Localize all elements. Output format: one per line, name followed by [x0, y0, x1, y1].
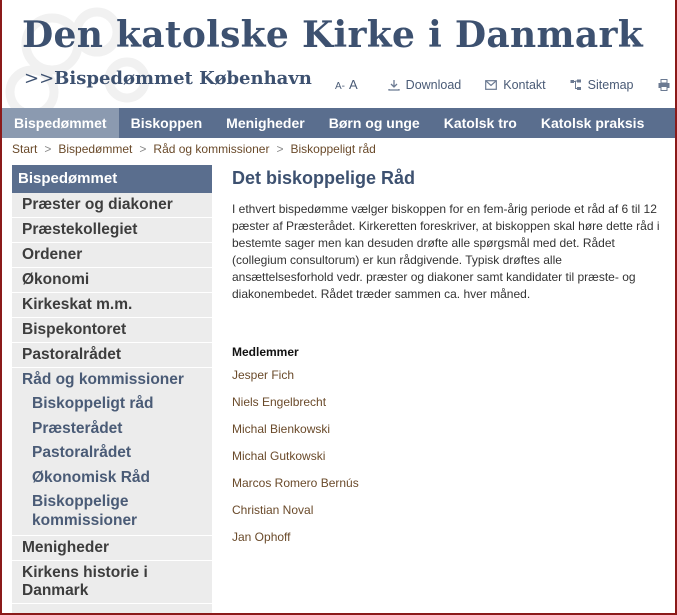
member-link[interactable]: Niels Engelbrecht [232, 395, 327, 409]
breadcrumb [12, 142, 376, 156]
breadcrumb-separator: > [276, 142, 284, 156]
print-icon [658, 79, 670, 91]
sidebar-item-praester-og-diakoner[interactable]: Præster og diakoner [12, 193, 212, 218]
font-size-decrease[interactable]: A- [335, 81, 345, 92]
sidebar-item-okonomi[interactable]: Økonomi [12, 268, 212, 293]
site-subtitle[interactable] [24, 68, 312, 89]
main-navigation [2, 108, 675, 138]
subtitle-prefix: >> [24, 68, 55, 89]
nav-tab-katolsk-tro[interactable]: Katolsk tro [443, 115, 517, 131]
nav-tab-born-og-unge[interactable]: Børn og unge [328, 115, 420, 131]
member-link[interactable]: Marcos Romero Bernús [232, 476, 359, 490]
sidebar-item-ordener[interactable]: Ordener [12, 243, 212, 268]
sidebar-item-menigheder[interactable]: Menigheder [12, 536, 212, 561]
sidebar [12, 165, 212, 613]
member-link[interactable]: Michal Bienkowski [232, 422, 331, 436]
download-link[interactable] [388, 78, 462, 92]
sidebar-item-kirkeskat[interactable]: Kirkeskat m.m. [12, 293, 212, 318]
breadcrumb-start[interactable]: Start [12, 142, 38, 156]
subtitle-text: Bispedømmet København [54, 68, 312, 89]
members-heading: Medlemmer [232, 345, 299, 359]
sidebar-subitem-biskoppelige-kommissioner[interactable]: Biskoppelige kommissioner [12, 490, 212, 536]
breadcrumb-raad-og-kommissioner[interactable]: Råd og kommissioner [153, 142, 270, 156]
breadcrumb-separator: > [44, 142, 52, 156]
sidebar-subitem-pastoralraadet[interactable]: Pastoralrådet [32, 444, 132, 461]
nav-tab-menigheder[interactable]: Menigheder [226, 115, 305, 131]
nav-tab-katolsk-praksis[interactable]: Katolsk praksis [540, 115, 645, 131]
member-link[interactable]: Jan Ophoff [232, 530, 291, 544]
contact-link[interactable] [485, 78, 545, 92]
site-header [2, 0, 675, 108]
sidebar-item-bispekontoret[interactable]: Bispekontoret [12, 318, 212, 343]
mail-icon [485, 80, 497, 90]
breadcrumb-bispedommet[interactable]: Bispedømmet [58, 142, 133, 156]
main-content [232, 168, 662, 557]
download-label: Download [405, 77, 462, 92]
contact-label: Kontakt [503, 77, 546, 92]
sidebar-item-praestekollegiet[interactable]: Præstekollegiet [12, 218, 212, 243]
sidebar-heading[interactable]: Bispedømmet [12, 165, 212, 193]
download-icon [388, 79, 400, 91]
page-title: Det biskoppelige Råd [232, 168, 416, 188]
sidebar-item-raad-og-kommissioner[interactable]: Råd og kommissioner [22, 371, 184, 388]
font-size-control [335, 77, 358, 92]
sidebar-subitem-okonomisk-raad[interactable]: Økonomisk Råd [32, 468, 150, 486]
member-link[interactable]: Michal Gutkowski [232, 449, 326, 463]
print-link[interactable] [658, 79, 675, 91]
member-link[interactable]: Jesper Fich [232, 368, 295, 382]
nav-tab-bispedommet[interactable]: Bispedømmet [2, 108, 119, 138]
sidebar-subitem-praesteraadet[interactable]: Præsterådet [32, 419, 123, 437]
site-title[interactable]: Den katolske Kirke i Danmark [22, 14, 644, 56]
sitemap-icon [570, 79, 582, 91]
sitemap-label: Sitemap [587, 77, 634, 92]
member-link[interactable]: Christian Noval [232, 503, 314, 517]
intro-paragraph: I ethvert bispedømme vælger biskoppen for en fem-årig periode et råd af 6 til 12 pæster af Præsterådet. Kirkeretten foreskriver, at biskoppen skal høre dette råd i bestemte sager men kan desuden drøfte alle spørgsmål med det. Rådet (collegium consultorum) er kun rådgivende. Typisk drøftes alle ansættelsesforhold vedr. præster og diakoner samt kandidater til præste- og diakonembedet. Rådet træder sammen ca. hver måned. [232, 202, 660, 301]
sidebar-item-kirkens-historie[interactable]: Kirkens historie i Danmark [12, 561, 212, 604]
breadcrumb-separator: > [139, 142, 147, 156]
breadcrumb-current[interactable]: Biskoppeligt råd [290, 142, 376, 156]
font-size-increase[interactable]: A [349, 77, 358, 92]
sidebar-item-pastoralraadet[interactable]: Pastoralrådet [12, 343, 212, 368]
header-tools [335, 77, 675, 92]
sidebar-subitem-biskoppeligt-raad[interactable]: Biskoppeligt råd [32, 395, 154, 412]
nav-tab-biskoppen[interactable]: Biskoppen [130, 115, 203, 131]
sitemap-link[interactable] [570, 78, 634, 92]
